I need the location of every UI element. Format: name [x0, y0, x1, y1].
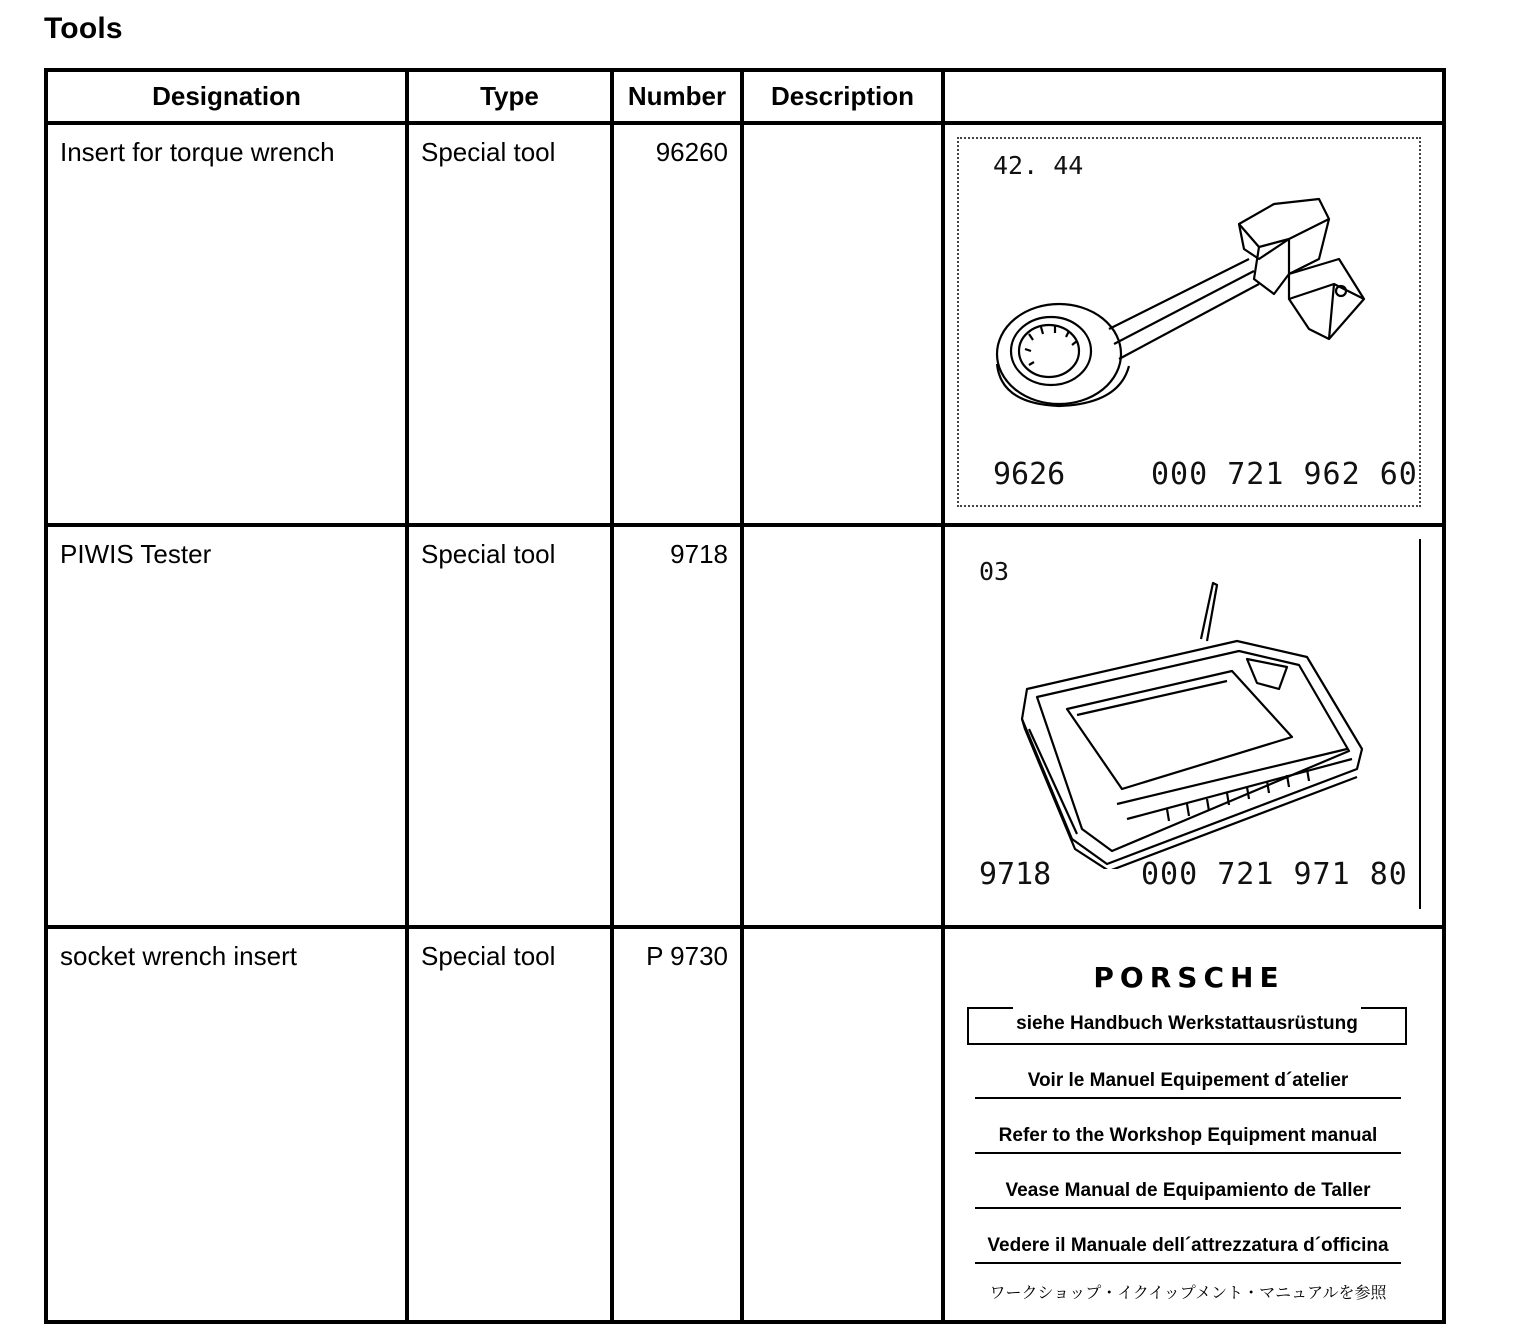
reference-line-it: Vedere il Manuale dell´attrezzatura d´officina [975, 1228, 1401, 1264]
porsche-logo: PORSCHE [1093, 961, 1285, 994]
cell-description [742, 525, 943, 927]
header-number: Number [612, 70, 742, 123]
header-description: Description [742, 70, 943, 123]
header-designation: Designation [46, 70, 407, 123]
cell-image [943, 525, 1444, 927]
cell-type: Special tool [407, 525, 612, 927]
cell-number: 96260 [612, 123, 742, 525]
reference-line-en: Refer to the Workshop Equipment manual [975, 1118, 1401, 1154]
reference-line-de: siehe Handbuch Werkstattausrüstung [967, 1007, 1407, 1045]
cell-type: Special tool [407, 927, 612, 1322]
cell-designation: socket wrench insert [46, 927, 407, 1322]
page-title: Tools [44, 12, 123, 45]
cell-description [742, 123, 943, 525]
table-row [46, 525, 1444, 927]
ring-wrench-insert-illustration-icon [989, 189, 1389, 429]
tools-table [44, 68, 1446, 1324]
table-row [46, 927, 1444, 1322]
cell-designation: PIWIS Tester [46, 525, 407, 927]
figure-tool-number: 9718 [979, 857, 1052, 892]
figure-code: 03 [979, 557, 1010, 586]
table-header-row [46, 70, 1444, 123]
table-row [46, 123, 1444, 525]
cell-type: Special tool [407, 123, 612, 525]
figure-part-number: 000 721 971 80 [1141, 857, 1408, 892]
cell-number: 9718 [612, 525, 742, 927]
workshop-manual-reference [957, 941, 1421, 1311]
cell-number: P 9730 [612, 927, 742, 1322]
cell-description [742, 927, 943, 1322]
header-image [943, 70, 1444, 123]
tool-figure [957, 137, 1421, 507]
figure-tool-number: 9626 [993, 457, 1066, 492]
reference-line-es: Vease Manual de Equipamiento de Taller [975, 1173, 1401, 1209]
reference-line-fr: Voir le Manuel Equipement d´atelier [975, 1063, 1401, 1099]
cell-image [943, 927, 1444, 1322]
header-type: Type [407, 70, 612, 123]
diagnostic-tablet-illustration-icon [1017, 579, 1377, 869]
figure-part-number: 000 721 962 60 [1151, 457, 1418, 492]
figure-code: 42. 44 [993, 151, 1084, 180]
cell-image [943, 123, 1444, 525]
cell-designation: Insert for torque wrench [46, 123, 407, 525]
tool-figure [957, 539, 1421, 909]
reference-line-ja: ワークショップ・イクイップメント・マニュアルを参照 [989, 1283, 1387, 1302]
